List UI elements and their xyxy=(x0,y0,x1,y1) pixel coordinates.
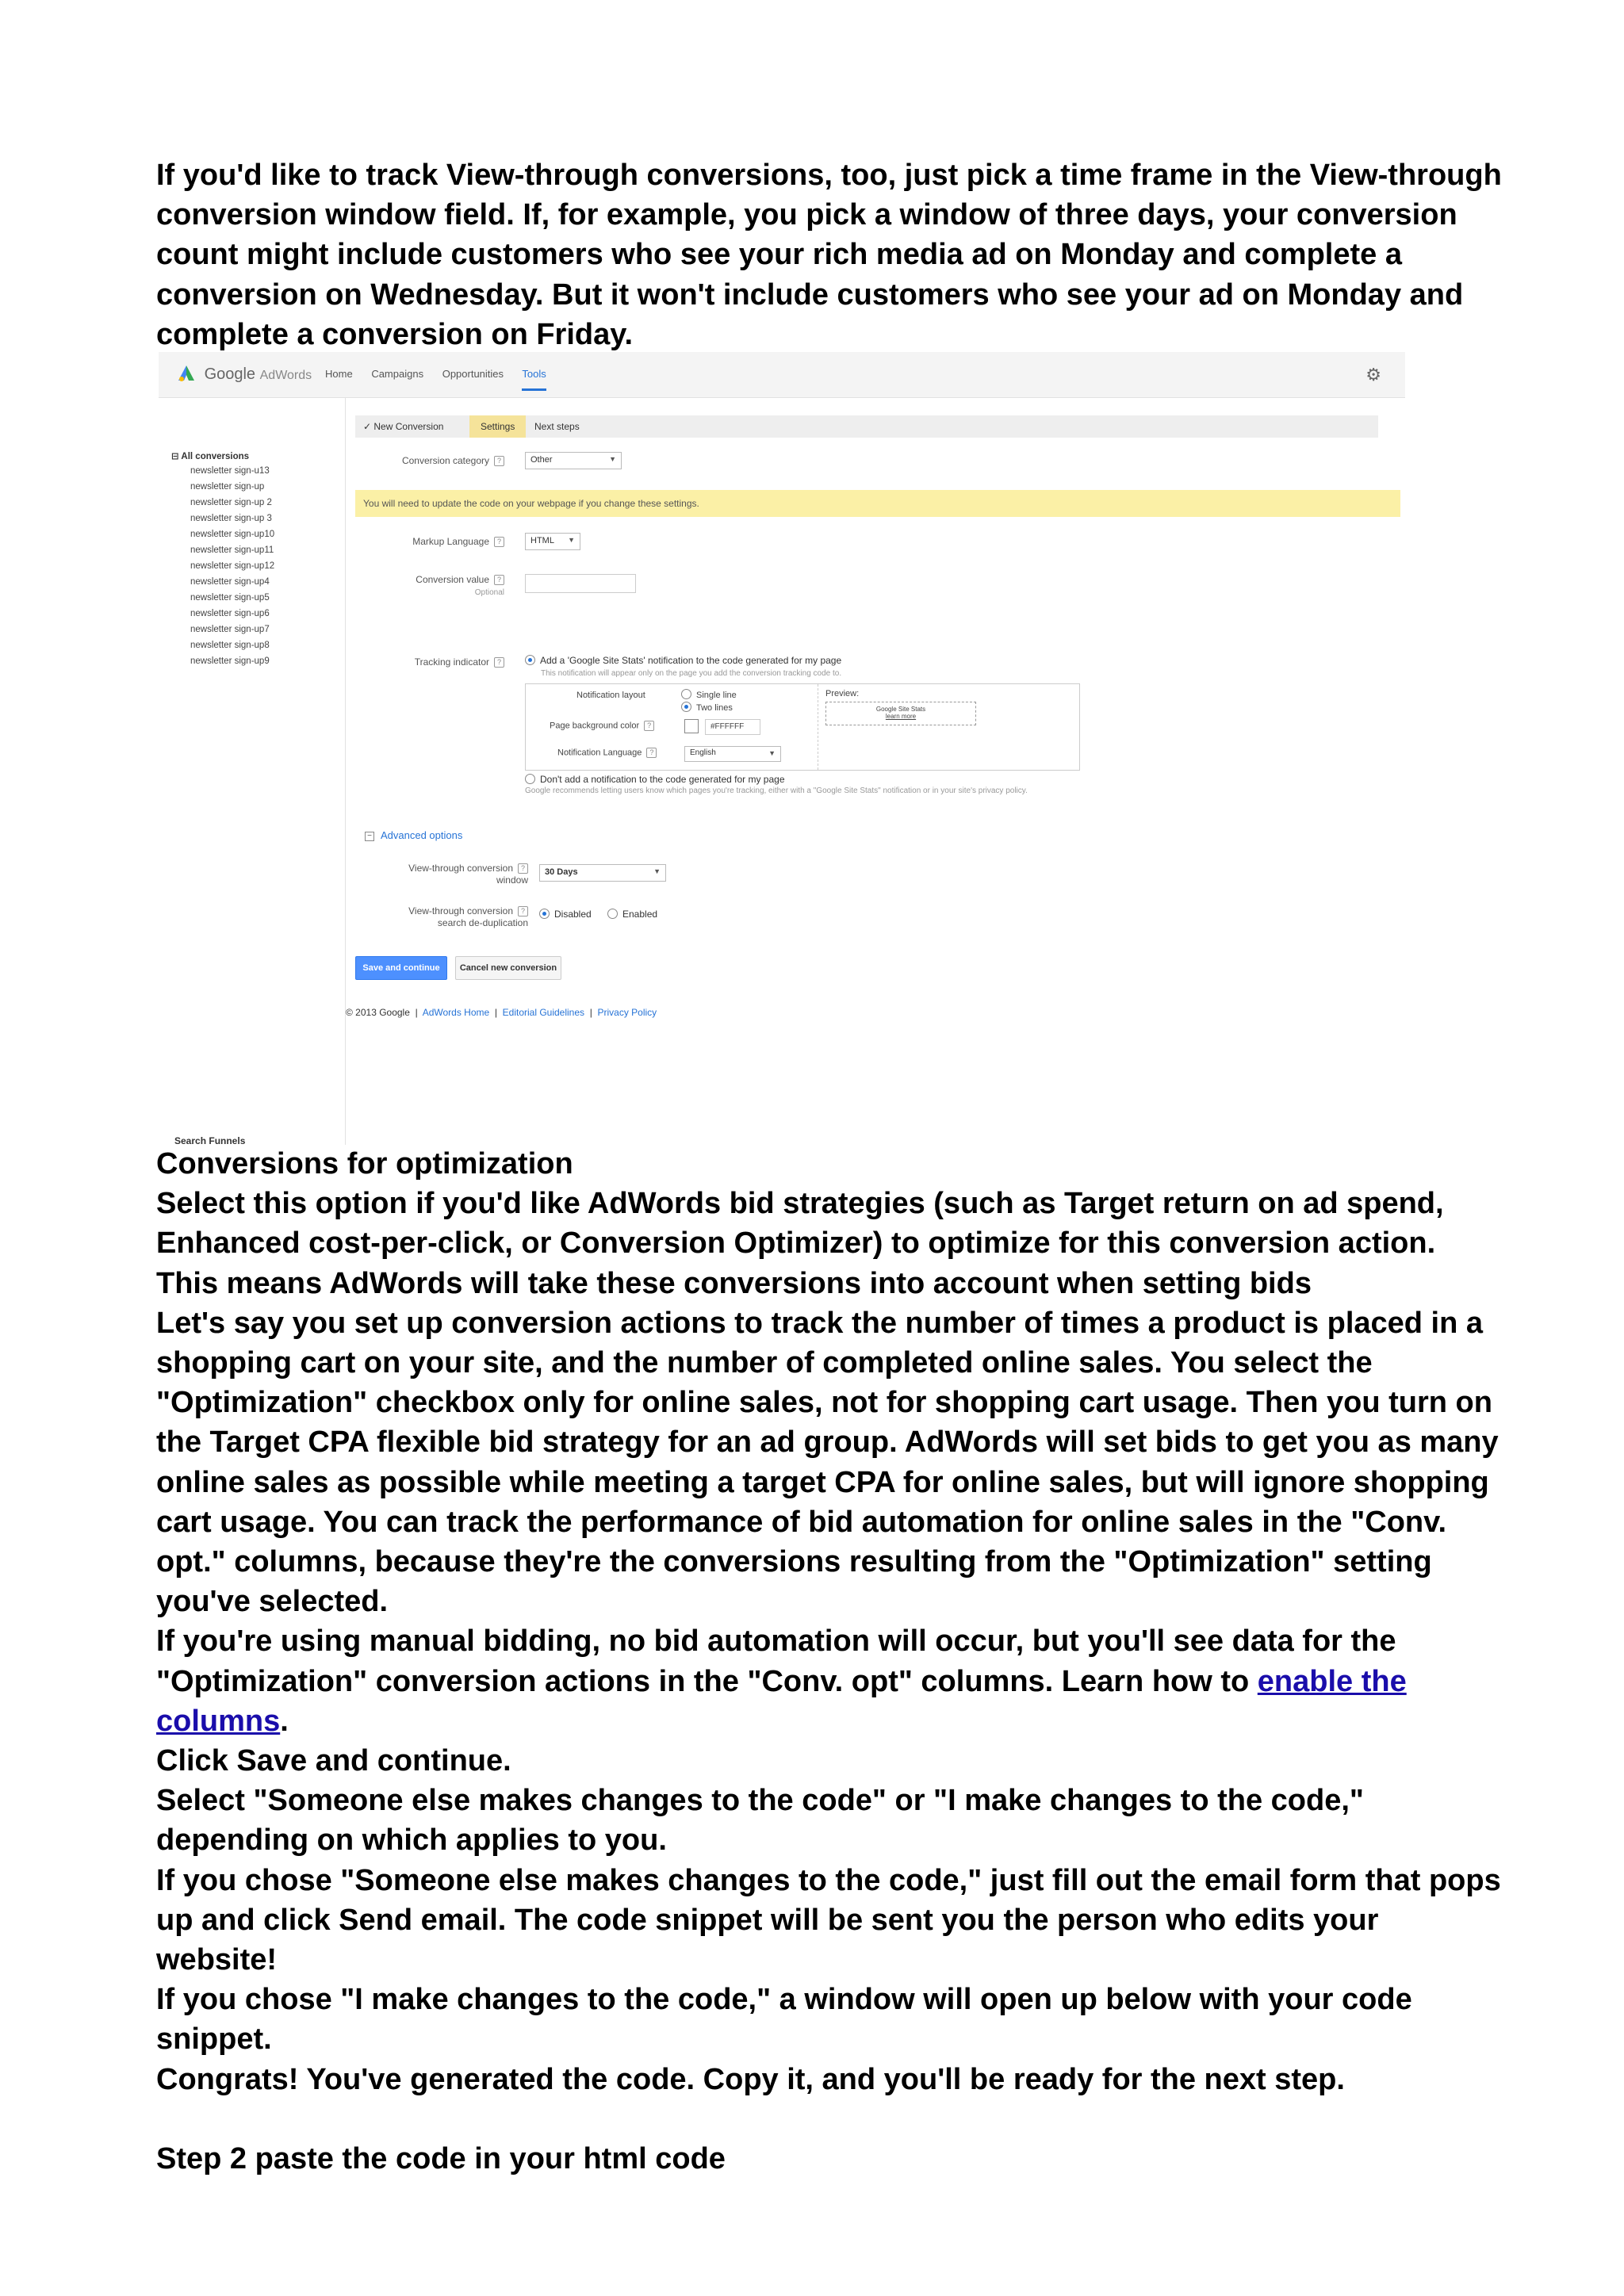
adwords-logo[interactable] xyxy=(178,365,312,384)
conversion-value-label: Conversion value ? Optional xyxy=(416,574,504,597)
footer-link-privacy-policy[interactable]: Privacy Policy xyxy=(597,1007,657,1018)
radio-selected-icon xyxy=(539,909,550,919)
help-icon: ? xyxy=(518,906,528,916)
logo-sub-text: AdWords xyxy=(259,369,312,382)
sidebar-item[interactable]: newsletter sign-up6 xyxy=(190,609,270,618)
body-text xyxy=(156,1144,1504,2179)
footer-link-editorial-guidelines[interactable]: Editorial Guidelines xyxy=(502,1007,585,1018)
nav-tools[interactable]: Tools xyxy=(522,368,546,391)
dropdown-arrow-icon: ▼ xyxy=(609,455,616,463)
advanced-options-toggle[interactable]: − Advanced options xyxy=(365,829,462,841)
dropdown-arrow-icon: ▼ xyxy=(568,536,575,544)
sidebar-item[interactable]: newsletter sign-up9 xyxy=(190,656,270,666)
radio-selected-icon xyxy=(525,655,535,665)
tracking-option-add[interactable]: Add a 'Google Site Stats' notification to the code generated for my page xyxy=(525,655,841,666)
paragraph-if-someone: If you chose "Someone else makes changes to the code," just fill out the email form that pops up and click Send email. The code snippet will be sent you the person who edits your website! xyxy=(156,1863,1501,1977)
dedup-disabled-option[interactable]: Disabled xyxy=(539,909,592,920)
heading-optimization: Conversions for optimization xyxy=(156,1147,573,1181)
step-settings[interactable]: Settings xyxy=(469,415,526,438)
color-swatch[interactable] xyxy=(684,719,699,733)
help-icon: ? xyxy=(494,456,504,466)
tracking-option-add-note: This notification will appear only on the page you add the conversion tracking code to. xyxy=(541,669,842,678)
update-code-notice: You will need to update the code on your webpage if you change these settings. xyxy=(355,490,1400,517)
step-next-steps[interactable]: Next steps xyxy=(534,421,580,432)
notification-language-label: Notification Language ? xyxy=(557,748,657,758)
nav-opportunities[interactable]: Opportunities xyxy=(442,368,504,380)
conversion-value-optional: Optional xyxy=(474,588,504,597)
vt-dedup-label: View-through conversion ? search de-duplication xyxy=(408,905,528,928)
vt-window-label: View-through conversion ? window xyxy=(408,863,528,886)
help-icon: ? xyxy=(518,863,528,874)
radio-selected-icon xyxy=(681,702,691,712)
paragraph-if-i-make: If you chose "I make changes to the code," a window will open up below with your code snippet. xyxy=(156,1983,1412,2057)
collapse-icon: ⊟ xyxy=(171,452,182,461)
adwords-logo-icon xyxy=(178,365,195,382)
footer-link-adwords-home[interactable]: AdWords Home xyxy=(422,1007,490,1018)
preview-label: Preview: xyxy=(825,689,860,698)
notification-language-select[interactable]: English ▼ xyxy=(684,746,781,762)
logo-text: Google xyxy=(204,365,256,383)
steps-bar xyxy=(355,415,1378,438)
spacer xyxy=(156,2099,1504,2139)
help-icon: ? xyxy=(494,657,504,668)
sidebar-item[interactable]: newsletter sign-up5 xyxy=(190,593,270,603)
markup-language-label: Markup Language ? xyxy=(346,536,504,548)
main-panel xyxy=(346,398,1405,1145)
page-bg-input[interactable]: #FFFFFF xyxy=(705,719,760,735)
layout-two-option[interactable]: Two lines xyxy=(681,702,733,713)
conversion-category-select[interactable]: Other ▼ xyxy=(525,452,622,469)
layout-single-option[interactable]: Single line xyxy=(681,689,737,700)
paragraph-congrats: Congrats! You've generated the code. Copy it, and you'll be ready for the next step. xyxy=(156,2062,1345,2096)
tracking-option-none-note: Google recommends letting users know which pages you're tracking, either with a "Google Site Stats" notification or in your site's privacy policy. xyxy=(525,786,1028,795)
sidebar-item[interactable]: newsletter sign-up8 xyxy=(190,641,270,650)
intro-text: If you'd like to track View-through conversions, too, just pick a time frame in the View-through conversion window field. If, for example, you pick a window of three days, your conversion count might include customers who see your rich media ad on Monday and complete a conversion on Wednesday. But it won't include customers who see your ad on Monday and complete a conversion on Friday. xyxy=(156,159,1502,351)
nav-home[interactable]: Home xyxy=(325,368,353,380)
paragraph-select-option: Select this option if you'd like AdWords bid strategies (such as Target return on ad spend, Enhanced cost-per-click, or Conversion Optimizer) to optimize for this conversion action. This means AdWords will take these conversions into account when setting bids xyxy=(156,1187,1444,1300)
preview-line-2: learn more xyxy=(885,713,917,720)
help-icon: ? xyxy=(644,721,654,731)
sidebar-item[interactable]: newsletter sign-u13 xyxy=(190,466,270,476)
sidebar-item[interactable]: newsletter sign-up7 xyxy=(190,625,270,634)
radio-icon xyxy=(607,909,618,919)
paragraph-click-save: Click Save and continue. xyxy=(156,1744,511,1778)
tracking-indicator-label: Tracking indicator ? xyxy=(346,656,504,668)
dropdown-arrow-icon: ▼ xyxy=(653,867,661,875)
help-icon: ? xyxy=(494,575,504,585)
adwords-screenshot xyxy=(159,352,1405,1145)
search-funnels-title[interactable]: Search Funnels xyxy=(174,1135,246,1145)
page-bg-label: Page background color ? xyxy=(550,721,654,731)
sidebar-item[interactable]: newsletter sign-up4 xyxy=(190,577,270,587)
tracking-option-none[interactable]: Don't add a notification to the code generated for my page xyxy=(525,774,785,785)
cancel-new-conversion-button[interactable]: Cancel new conversion xyxy=(455,956,561,980)
sidebar-item[interactable]: newsletter sign-up 3 xyxy=(190,514,272,523)
sidebar-item[interactable]: newsletter sign-up10 xyxy=(190,530,275,539)
sidebar-heading[interactable]: ⊟ All conversions xyxy=(171,452,250,461)
sidebar-list xyxy=(190,463,274,669)
top-bar xyxy=(159,352,1405,398)
help-icon: ? xyxy=(646,748,657,758)
step-new-conversion[interactable]: ✓ New Conversion xyxy=(363,421,444,432)
sidebar-item[interactable]: newsletter sign-up11 xyxy=(190,545,274,555)
sidebar-item[interactable]: newsletter sign-up12 xyxy=(190,561,275,571)
paragraph-lets-say: Let's say you set up conversion actions to track the number of times a product is placed in a shopping cart on your site, and the number of completed online sales. You select the "Optimization" checkbox only for online sales, not for shopping cart usage. Then you turn on the Target CPA flexible bid strategy for an ad group. AdWords will set bids to get you as many online sales as possible while meeting a target CPA for online sales, but will ignore shopping cart usage. You can track the performance of bid automation for online sales in the "Conv. opt." columns, because they're the conversions resulting from the "Optimization" setting you've selected. xyxy=(156,1306,1499,1619)
preview-line-1: Google Site Stats xyxy=(875,706,926,713)
vt-window-select[interactable]: 30 Days ▼ xyxy=(539,864,666,882)
save-and-continue-button[interactable]: Save and continue xyxy=(355,956,447,980)
top-nav xyxy=(325,368,562,380)
collapse-icon: − xyxy=(365,832,374,841)
intro-paragraph xyxy=(156,155,1504,354)
radio-icon xyxy=(525,774,535,784)
footer: © 2013 Google | AdWords Home | Editorial Guidelines | Privacy Policy xyxy=(346,1007,657,1018)
paragraph-select-someone: Select "Someone else makes changes to the code" or "I make changes to the code," depending on which applies to you. xyxy=(156,1784,1364,1858)
notification-settings-box xyxy=(525,683,1080,771)
nav-campaigns[interactable]: Campaigns xyxy=(371,368,424,380)
gear-icon[interactable]: ⚙ xyxy=(1365,365,1381,385)
dropdown-arrow-icon: ▼ xyxy=(768,749,776,757)
help-icon: ? xyxy=(494,537,504,547)
dedup-enabled-option[interactable]: Enabled xyxy=(607,909,657,920)
preview-badge xyxy=(825,702,976,725)
radio-icon xyxy=(681,689,691,699)
conversion-value-input[interactable] xyxy=(525,574,636,593)
notification-layout-label: Notification layout xyxy=(576,691,645,700)
conversion-category-label: Conversion category ? xyxy=(346,455,504,467)
paragraph-manual-bidding: If you're using manual bidding, no bid automation will occur, but you'll see data for the "Optimization" conversion actions in the "Conv. opt" columns. Learn how to enable the columns. xyxy=(156,1624,1407,1738)
sidebar-item[interactable]: newsletter sign-up xyxy=(190,482,265,492)
step-2-heading: Step 2 paste the code in your html code xyxy=(156,2141,726,2175)
sidebar-item[interactable]: newsletter sign-up 2 xyxy=(190,498,272,507)
enable-columns-link[interactable]: enable the columns xyxy=(156,1664,1407,1738)
markup-language-select[interactable]: HTML ▼ xyxy=(525,533,580,550)
sidebar xyxy=(159,398,346,1145)
footer-copyright: © 2013 Google xyxy=(346,1007,410,1018)
